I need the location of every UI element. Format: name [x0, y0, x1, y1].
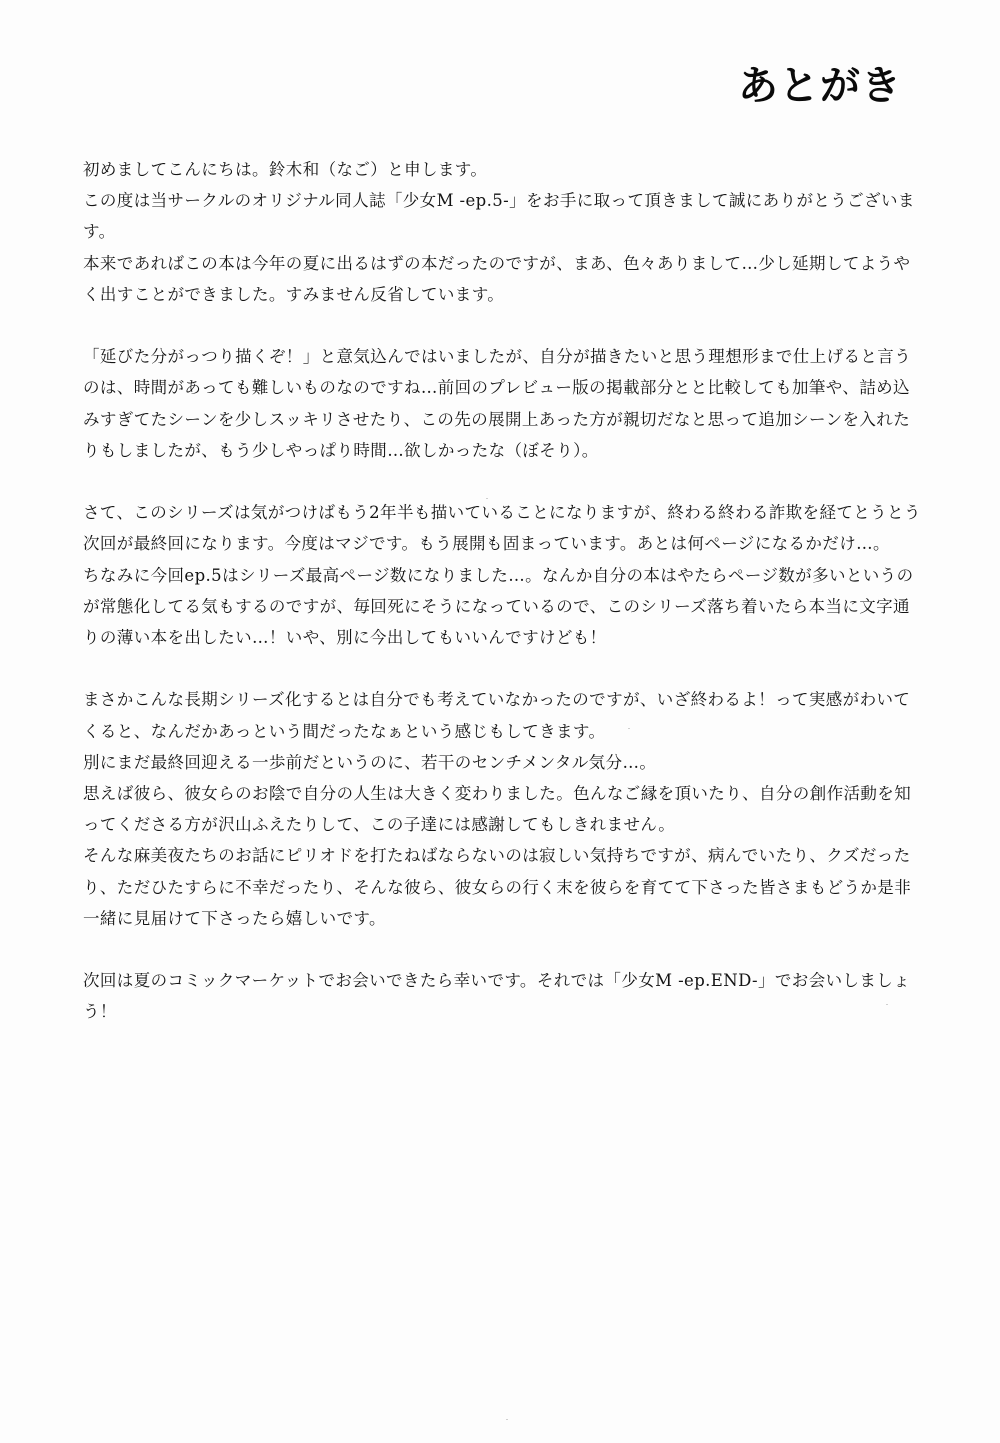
paper-speck: [886, 1004, 888, 1005]
paragraph-delay: [83, 341, 921, 466]
paragraph-greeting: [83, 154, 921, 310]
text-line: ちなみに今回ep.5はシリーズ最高ページ数になりました…。なんか自分の本はやたらページ数が多いというのが常態化してる気もするのですが、毎回死にそうになっているので、このシリーズ落ち着いたら本当に文字通りの薄い本を出したい…！いや、別に今出してもいいんですけども！: [83, 565, 914, 648]
paper-speck: [486, 498, 488, 499]
text-line: 「延びた分がっつり描くぞ！」と意気込んではいましたが、自分が描きたいと思う理想形まで仕上げると言うのは、時間があっても難しいものなのですね…前回のプレビュー版の掲載部分とと比較しても加筆や、詰め込みすぎてたシーンを少しスッキリさせたり、この先の展開上あった方が親切だなと思って追加シーンを入れたりもしましたが、もう少しやっぱり時間…欲しかったな（ぼそり）。: [83, 347, 912, 460]
text-line: そんな麻美夜たちのお話にピリオドを打たねばならないのは寂しい気持ちですが、病んでいたり、クズだったり、ただひたすらに不幸だったり、そんな彼ら、彼女らの行く末を彼らを育てて下さった皆さまもどうか是非一緒に見届けて下さったら嬉しいです。: [83, 846, 912, 928]
text-line: 初めましてこんにちは。鈴木和（なご）と申します。: [83, 160, 488, 179]
afterword-body: [83, 154, 921, 1059]
text-line: まさかこんな長期シリーズ化するとは自分でも考えていなかったのですが、いざ終わるよ！って実感がわいてくると、なんだかあっという間だったなぁという感じもしてきます。: [83, 690, 911, 741]
paper-speck: [628, 728, 630, 729]
text-line: 次回は夏のコミックマーケットでお会いできたら幸いです。それでは「少女M -ep.END-」でお会いしましょう！: [83, 971, 911, 1022]
paragraph-series: [83, 497, 921, 653]
paragraph-reflection: [83, 684, 921, 934]
text-line: さて、このシリーズは気がつけばもう2年半も描いていることになりますが、終わる終わる詐欺を経てとうとう次回が最終回になります。今度はマジです。もう展開も固まっています。あとは何ページになるかだけ…。: [83, 503, 921, 554]
text-line: 別にまだ最終回迎える一歩前だというのに、若干のセンチメンタル気分…。: [83, 752, 657, 772]
text-line: 本来であればこの本は今年の夏に出るはずの本だったのですが、まあ、色々ありまして…少し延期してようやく出すことができました。すみません反省しています。: [83, 253, 911, 304]
page-title: あとがき: [738, 63, 902, 109]
text-line: この度は当サークルのオリジナル同人誌「少女M -ep.5-」をお手に取って頂きまして誠にありがとうございます。: [83, 191, 915, 242]
paper-speck: [506, 1419, 508, 1420]
text-line: 思えば彼ら、彼女らのお陰で自分の人生は大きく変わりました。色んなご縁を頂いたり、自分の創作活動を知ってくださる方が沢山ふえたりして、この子達には感謝してもしきれません。: [83, 784, 912, 835]
paragraph-closing: [83, 965, 921, 1027]
